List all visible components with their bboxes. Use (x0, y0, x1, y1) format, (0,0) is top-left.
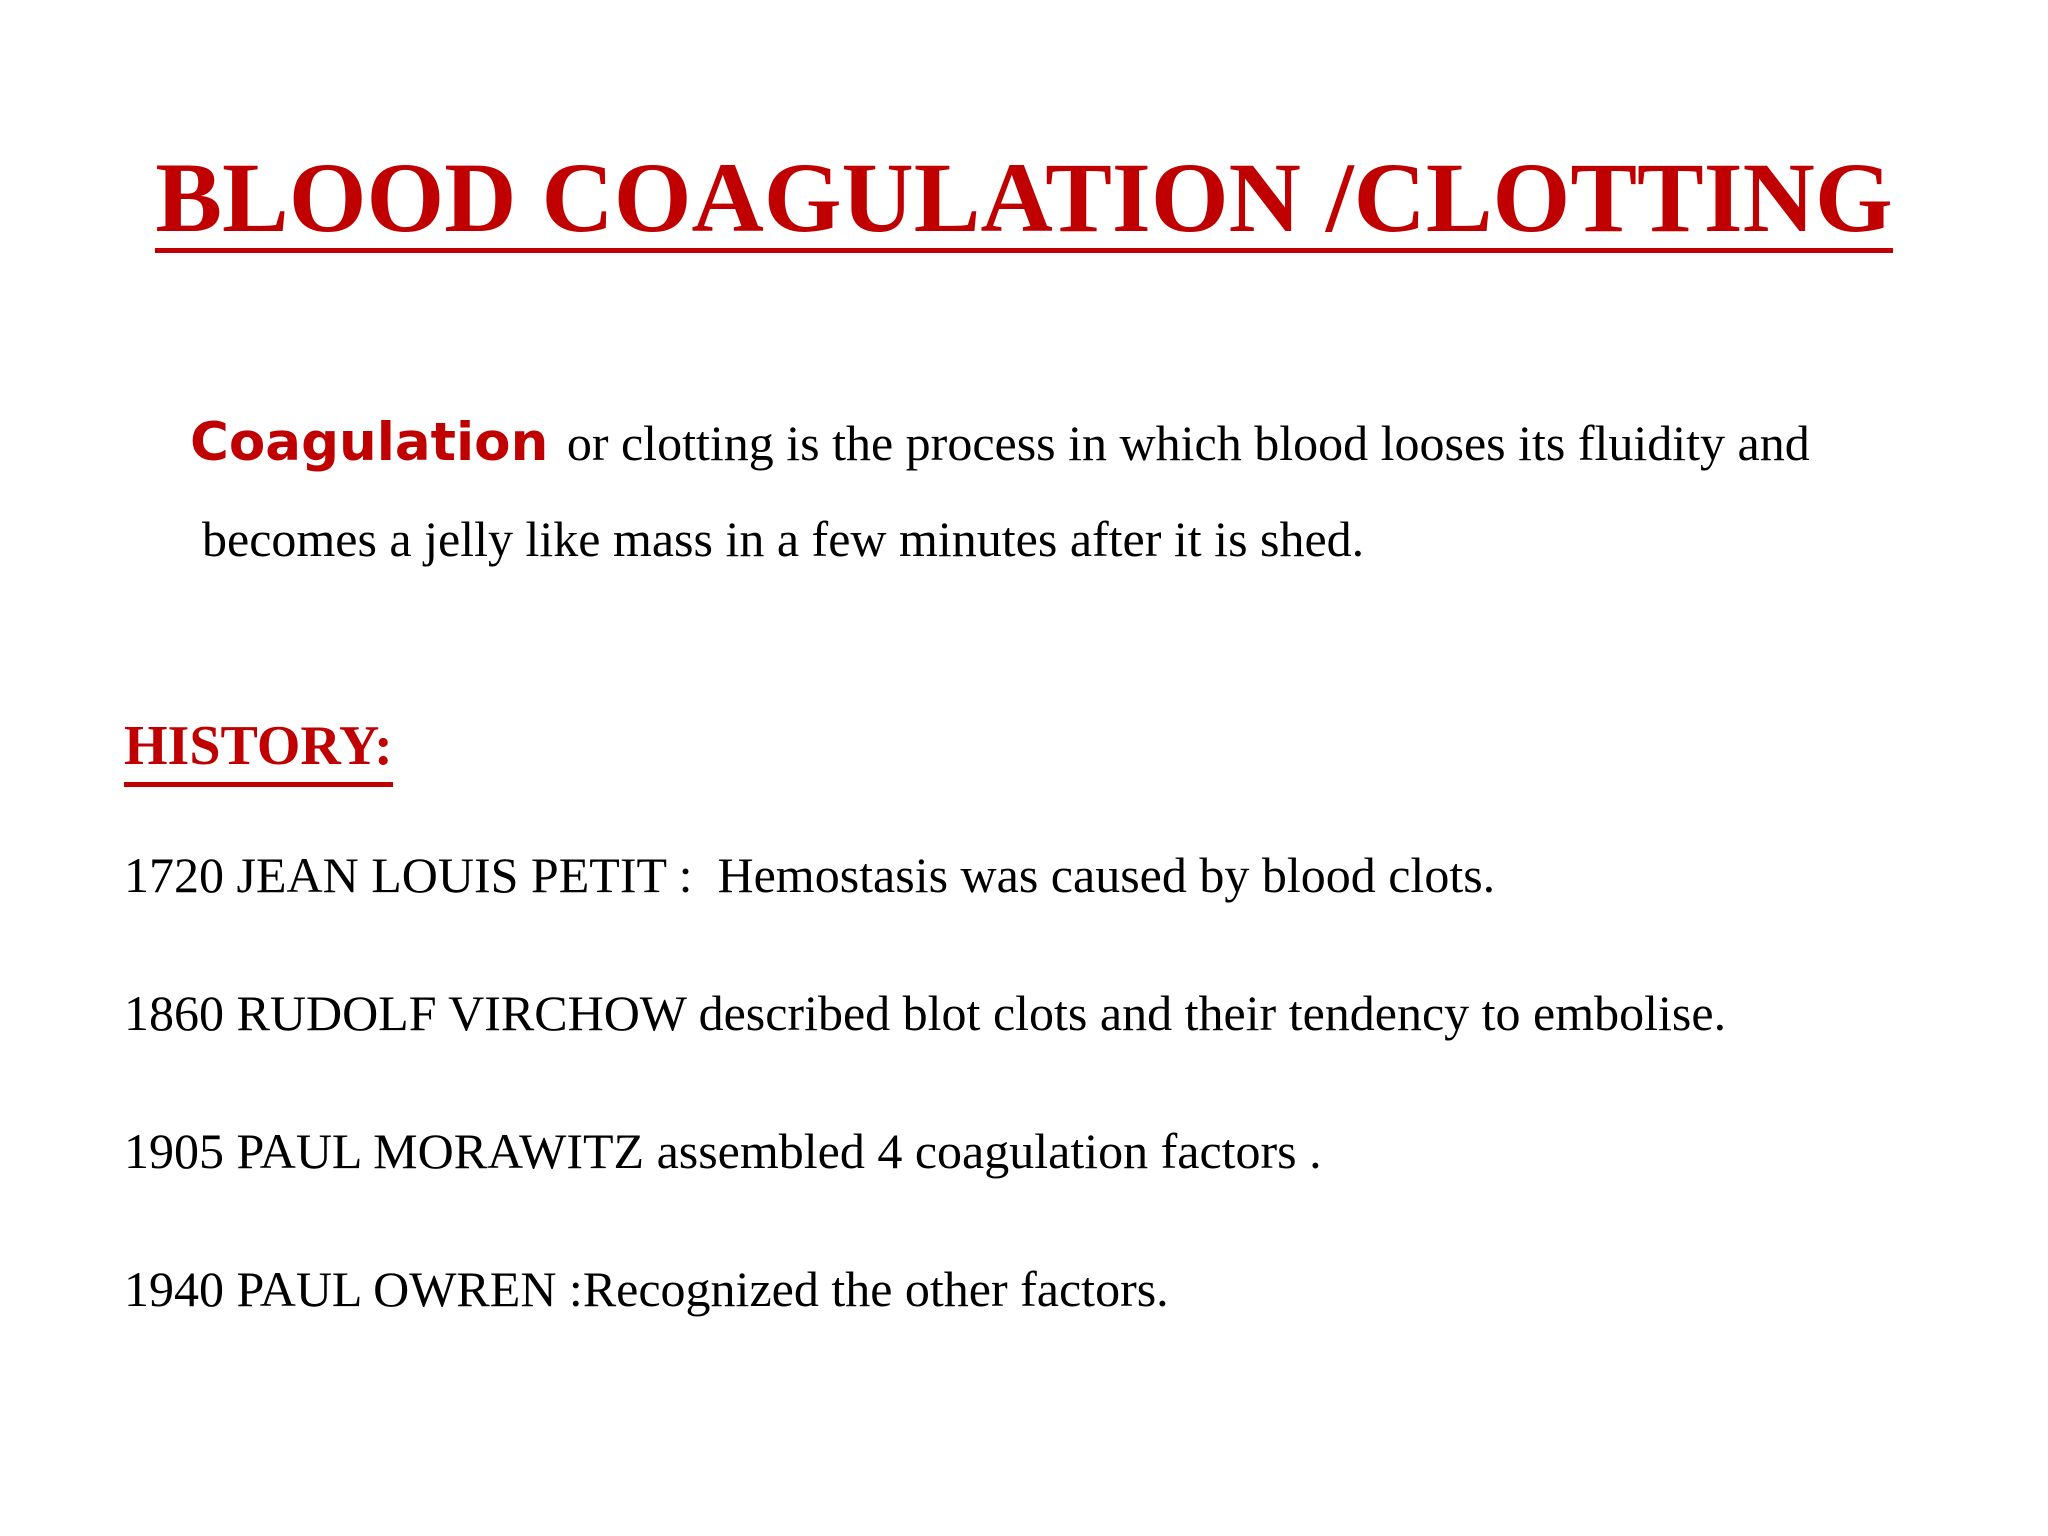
history-item: 1940 PAUL OWREN :Recognized the other factors. (124, 1261, 1169, 1317)
slide-title-text: BLOOD COAGULATION /CLOTTING (155, 142, 1893, 253)
definition-paragraph (190, 395, 1950, 587)
history-item: 1905 PAUL MORAWITZ assembled 4 coagulation factors . (124, 1123, 1322, 1179)
history-item: 1860 RUDOLF VIRCHOW described blot clots and their tendency to embolise. (124, 985, 1727, 1041)
definition-line-1: or clotting is the process in which blood looses its fluidity and (566, 415, 1810, 471)
definition-keyword: Coagulation (190, 412, 549, 473)
history-item: 1720 JEAN LOUIS PETIT : Hemostasis was caused by blood clots. (124, 847, 1496, 903)
slide-title (0, 138, 2048, 258)
history-heading: HISTORY: (124, 710, 393, 787)
definition-line-2: becomes a jelly like mass in a few minutes after it is shed. (202, 511, 1365, 567)
history-list (124, 845, 1726, 1397)
